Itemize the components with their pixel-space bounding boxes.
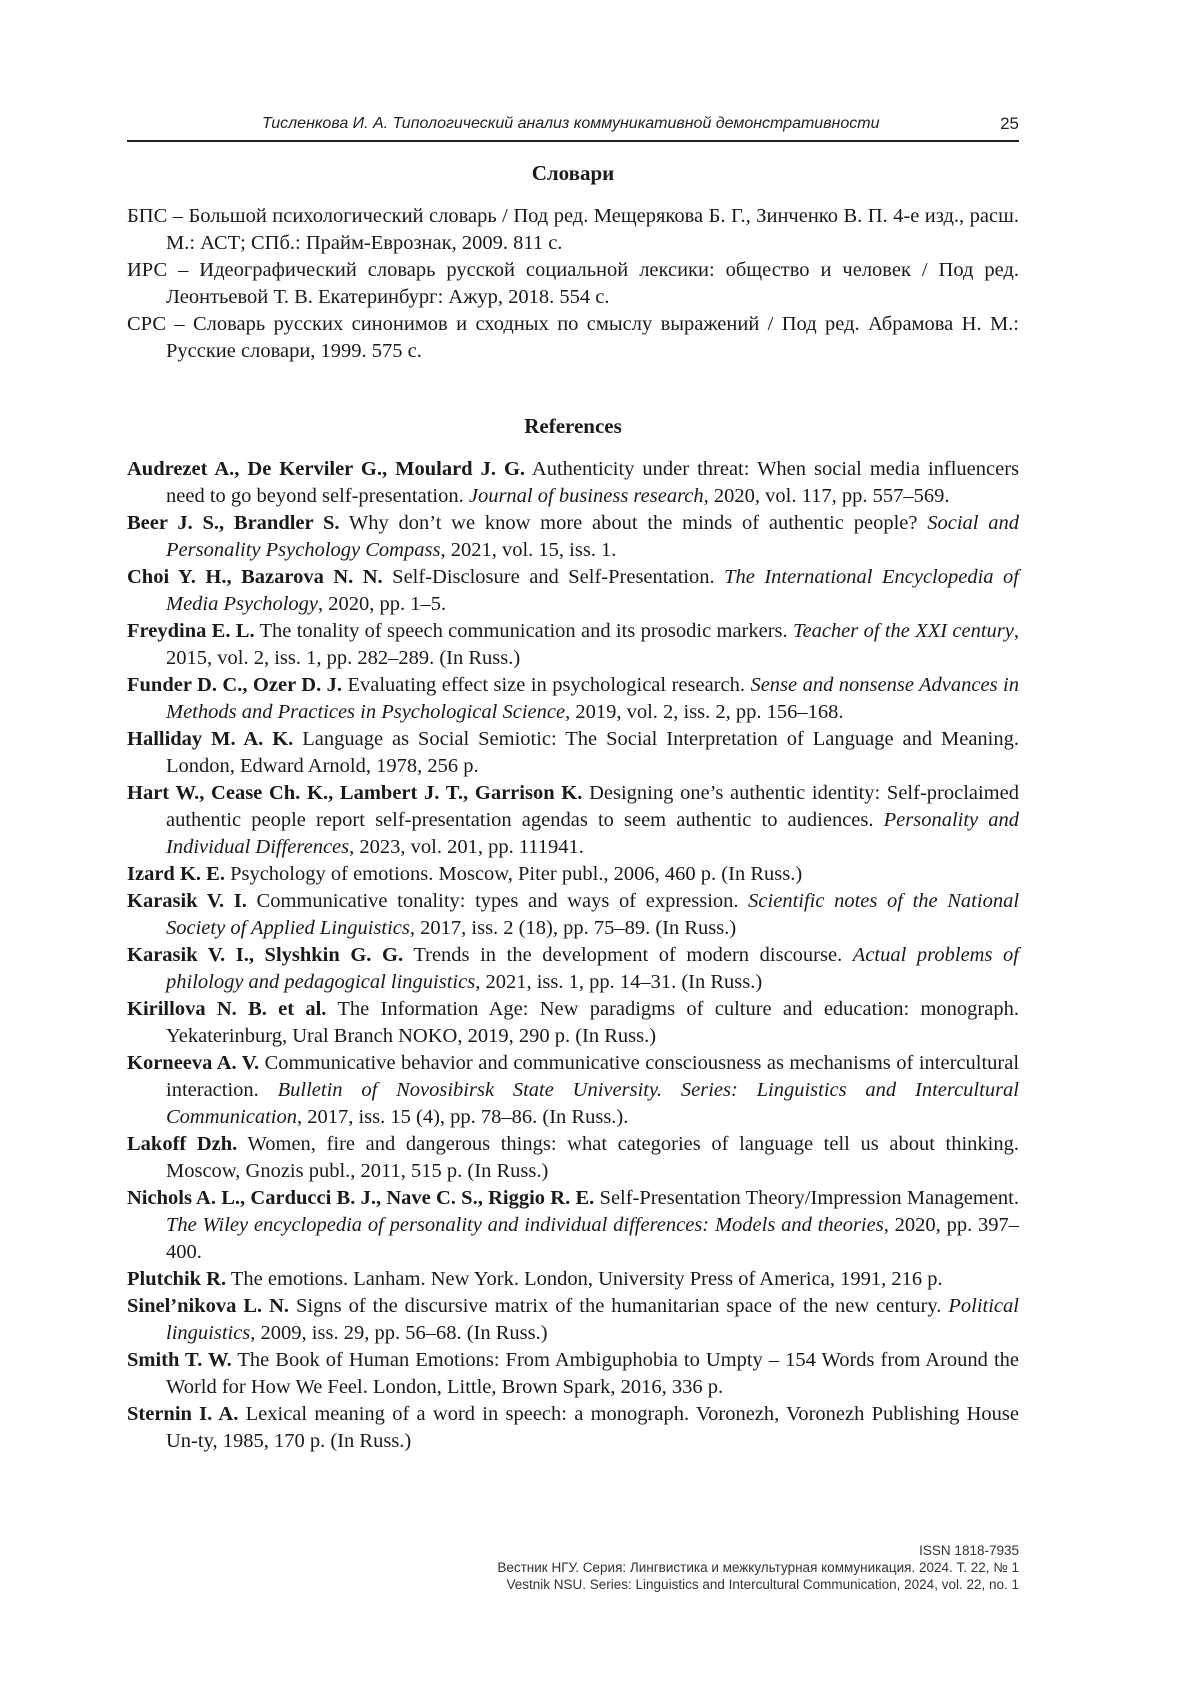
page-number: 25	[1000, 114, 1019, 133]
reference-authors: Beer J. S., Brandler S.	[127, 512, 340, 534]
page-footer	[497, 1542, 1019, 1593]
reference-entry	[127, 1185, 1019, 1266]
footer-issn: ISSN 1818-7935	[919, 1543, 1019, 1558]
reference-entry	[127, 996, 1019, 1050]
reference-details: , 2021, vol. 15, iss. 1.	[440, 539, 617, 561]
reference-title: The Book of Human Emotions: From Ambiguphobia to Umpty – 154 Words from Around the World for How We Feel. London, Little, Brown Spark, 2016, 336 p.	[166, 1349, 1020, 1398]
reference-source: Social and Personality Psychology Compass	[166, 512, 1019, 561]
reference-title: Psychology of emotions. Moscow, Piter publ., 2006, 460 p. (In Russ.)	[224, 863, 803, 885]
reference-authors: Karasik V. I.	[127, 890, 247, 912]
reference-authors: Izard K. E.	[127, 863, 225, 885]
reference-title: Trends in the development of modern discourse.	[403, 944, 853, 966]
reference-source: Bulletin of Novosibirsk State University. Series: Linguistics and Intercultural Communication	[166, 1079, 1020, 1128]
reference-entry	[127, 861, 1019, 888]
reference-title: The Information Age: New paradigms of culture and education: monograph. Yekaterinburg, Ural Branch NOKO, 2019, 290 p. (In Russ.)	[166, 998, 1019, 1047]
reference-authors: Kirillova N. B. et al.	[127, 998, 327, 1020]
reference-authors: Halliday M. A. K.	[127, 728, 294, 750]
references-heading: References	[524, 414, 622, 438]
dictionary-entry	[127, 311, 1019, 365]
reference-authors: Lakoff Dzh.	[127, 1133, 238, 1155]
reference-title: Lexical meaning of a word in speech: a monograph. Voronezh, Voronezh Publishing House Un-ty, 1985, 170 p. (In Russ.)	[166, 1403, 1019, 1452]
reference-details: , 2009, iss. 29, pp. 56–68. (In Russ.)	[250, 1322, 548, 1344]
reference-entry	[127, 888, 1019, 942]
references-section	[127, 413, 1019, 1455]
reference-authors: Plutchik R.	[127, 1268, 227, 1290]
reference-source: Sense and nonsense Advances in Methods and Practices in Psychological Science	[166, 674, 1019, 723]
dictionaries-list	[127, 203, 1019, 365]
reference-details: , 2019, vol. 2, iss. 2, pp. 156–168.	[565, 701, 844, 723]
reference-details: , 2020, vol. 117, pp. 557–569.	[703, 485, 950, 507]
reference-source: The International Encyclopedia of Media Psychology	[166, 566, 1019, 615]
dictionary-entry	[127, 203, 1019, 257]
reference-title: Self-Disclosure and Self-Presentation.	[382, 566, 725, 588]
footer-journal-en: Vestnik NSU. Series: Linguistics and Intercultural Communication, 2024, vol. 22, no. 1	[506, 1577, 1019, 1592]
reference-source: Personality and Individual Differences	[166, 809, 1020, 858]
reference-title: Communicative behavior and communicative consciousness as mechanisms of intercultural interaction.	[166, 1052, 1020, 1101]
dictionaries-section	[127, 160, 1019, 365]
reference-entry	[127, 564, 1019, 618]
reference-title: Designing one’s authentic identity: Self-proclaimed authentic people report self-presentation agendas to seem authentic to audiences.	[166, 782, 1019, 831]
reference-authors: Funder D. C., Ozer D. J.	[127, 674, 343, 696]
reference-entry	[127, 780, 1019, 861]
reference-entry	[127, 510, 1019, 564]
reference-authors: Audrezet A., De Kerviler G., Moulard J. G.	[127, 458, 526, 480]
reference-title: Self-Presentation Theory/Impression Management.	[594, 1187, 1020, 1209]
reference-entry	[127, 1401, 1019, 1455]
reference-entry	[127, 618, 1019, 672]
reference-authors: Hart W., Cease Ch. K., Lambert J. T., Garrison K.	[127, 782, 583, 804]
references-list	[127, 456, 1019, 1455]
reference-details: , 2020, pp. 1–5.	[318, 593, 447, 615]
reference-details: , 2017, iss. 2 (18), pp. 75–89. (In Russ.)	[409, 917, 737, 939]
reference-title: Authenticity under threat: When social media influencers need to go beyond self-presentation.	[166, 458, 1020, 507]
reference-source: Scientific notes of the National Society of Applied Linguistics	[166, 890, 1020, 939]
reference-entry	[127, 942, 1019, 996]
reference-authors: Karasik V. I., Slyshkin G. G.	[127, 944, 404, 966]
reference-details: , 2020, pp. 397–400.	[166, 1214, 1019, 1263]
reference-entry	[127, 1050, 1019, 1131]
reference-details: , 2017, iss. 15 (4), pp. 78–86. (In Russ.).	[296, 1106, 629, 1128]
running-title: Тисленкова И. А. Типологический анализ коммуникативной демонстративности	[262, 115, 880, 132]
reference-entry	[127, 1293, 1019, 1347]
reference-source: The Wiley encyclopedia of personality and individual differences: Models and theories	[166, 1214, 884, 1236]
dictionaries-heading: Словари	[531, 161, 615, 185]
reference-title: Why don’t we know more about the minds of authentic people?	[339, 512, 928, 534]
reference-source: Teacher of the XXI century	[792, 620, 1014, 642]
reference-authors: Smith T. W.	[127, 1349, 232, 1371]
reference-authors: Nichols A. L., Carducci B. J., Nave C. S., Riggio R. E.	[127, 1187, 595, 1209]
reference-source: Actual problems of philology and pedagogical linguistics	[166, 944, 1019, 993]
reference-title: Signs of the discursive matrix of the humanitarian space of the new century.	[289, 1295, 949, 1317]
page-content	[127, 160, 1019, 1455]
reference-title: Women, fire and dangerous things: what categories of language tell us about thinking. Moscow, Gnozis publ., 2011, 515 p. (In Russ.)	[166, 1133, 1019, 1182]
reference-entry	[127, 1347, 1019, 1401]
reference-authors: Sinel’nikova L. N.	[127, 1295, 290, 1317]
reference-entry	[127, 456, 1019, 510]
reference-title: Communicative tonality: types and ways of expression.	[246, 890, 749, 912]
reference-source: Political linguistics	[166, 1295, 1019, 1344]
dictionary-entry-text: ИРС – Идеографический словарь русской социальной лексики: общество и человек / Под ред. Леонтьевой Т. В. Екатеринбург: Ажур, 2018. 554 с.	[127, 259, 1019, 308]
dictionary-entry-text: СРС – Словарь русских синонимов и сходных по смыслу выражений / Под ред. Абрамова Н. М.: Русские словари, 1999. 575 с.	[127, 313, 1019, 362]
reference-authors: Choi Y. H., Bazarova N. N.	[127, 566, 383, 588]
reference-entry	[127, 1131, 1019, 1185]
running-header	[127, 112, 1019, 142]
reference-title: Language as Social Semiotic: The Social Interpretation of Language and Meaning. London, Edward Arnold, 1978, 256 p.	[166, 728, 1019, 777]
reference-source: Journal of business research	[468, 485, 704, 507]
reference-entry	[127, 1266, 1019, 1293]
dictionary-entry-text: БПС – Большой психологический словарь / Под ред. Мещерякова Б. Г., Зинченко В. П. 4-е изд., расш. М.: АСТ; СПб.: Прайм-Еврознак, 2009. 811 с.	[127, 205, 1019, 254]
reference-details: , 2015, vol. 2, iss. 1, pp. 282–289. (In Russ.)	[166, 620, 1019, 669]
reference-details: , 2023, vol. 201, pp. 111941.	[349, 836, 584, 858]
dictionary-entry	[127, 257, 1019, 311]
reference-title: The emotions. Lanham. New York. London, University Press of America, 1991, 216 p.	[226, 1268, 943, 1290]
reference-authors: Sternin I. A.	[127, 1403, 239, 1425]
reference-entry	[127, 726, 1019, 780]
reference-authors: Freydina E. L.	[127, 620, 255, 642]
reference-title: Evaluating effect size in psychological research.	[342, 674, 751, 696]
reference-details: , 2021, iss. 1, pp. 14–31. (In Russ.)	[475, 971, 763, 993]
reference-entry	[127, 672, 1019, 726]
reference-authors: Korneeva A. V.	[127, 1052, 260, 1074]
footer-journal-ru: Вестник НГУ. Серия: Лингвистика и межкультурная коммуникация. 2024. Т. 22, № 1	[497, 1560, 1019, 1575]
reference-title: The tonality of speech communication and its prosodic markers.	[254, 620, 793, 642]
